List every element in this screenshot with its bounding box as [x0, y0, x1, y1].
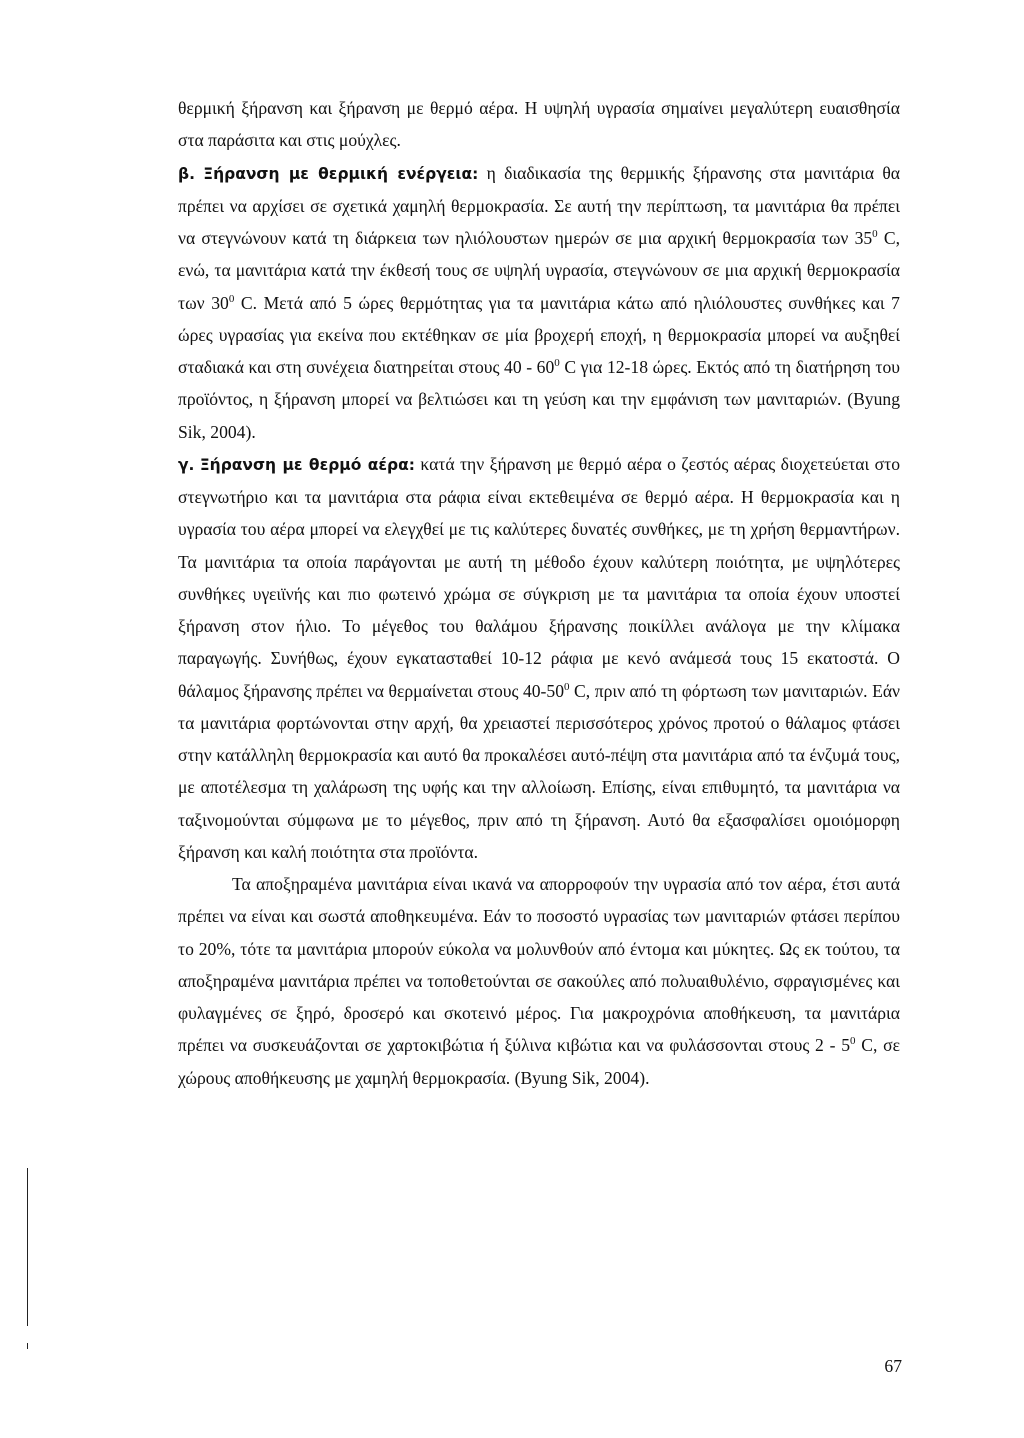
- degree-superscript: 0: [228, 292, 235, 305]
- paragraph-3: [178, 448, 900, 868]
- paragraph-2: [178, 157, 900, 448]
- section-b-text-1: η διαδικασία της θερμικής ξήρανσης στα μανιτάρια θα πρέπει να αρχίσει σε σχετικά χαμηλή θερμοκρασία. Σε αυτή την περίπτωση, τα μανιτάρια θα πρέπει να στεγνώνουν κατά τη διάρκεια των ηλιόλουστων ημερών σε μια αρχική θερμοκρασία των 35: [178, 162, 901, 248]
- paragraph-1-text: θερμική ξήρανση και ξήρανση με θερμό αέρα. Η υψηλή υγρασία σημαίνει μεγαλύτερη ευαισθησία στα παράσιτα και στις μούχλες.: [178, 98, 900, 151]
- section-b-text-3: C. Μετά από 5 ώρες θερμότητας για τα μανιτάρια κάτω από ηλιόλουστες συνθήκες και 7 ώρες υγρασίας για εκείνα που εκτέθηκαν σε μία βροχερή εποχή, η θερμοκρασία μπορεί να αυξηθεί σταδιακά και στη συνέχεια διατηρείται στους 40 - 60: [178, 292, 900, 377]
- section-c-text-1: κατά την ξήρανση με θερμό αέρα ο ζεστός αέρας διοχετεύεται στο στεγνωτήριο και τα μανιτάρια στα ράφια είναι εκτεθειμένα σε θερμό αέρα. Η θερμοκρασία και η υγρασία του αέρα μπορεί να ελεγχθεί με τις καλύτερες δυνατές συνθήκες, με τη χρήση θερμαντήρων. Τα μανιτάρια τα οποία παράγονται με αυτή τη μέθοδο έχουν καλύτερη ποιότητα, με υψηλότερες συνθήκες υγειϊνής και πιο φωτεινό χρώμα σε σύγκριση με τα μανιτάρια τα οποία έχουν υποστεί ξήρανση στον ήλιο. Το μέγεθος του θαλάμου ξήρανσης ποικίλλει ανάλογα με την κλίμακα παραγωγής. Συνήθως, έχουν εγκατασταθεί 10-12 ράφια με κενό ανάμεσά τους 15 εκατοστά. Ο θάλαμος ξήρανσης πρέπει να θερμαίνεται στους 40-50: [178, 453, 901, 701]
- section-c-marker: γ.: [178, 455, 195, 474]
- section-c-text-2: C, πριν από τη φόρτωση των μανιταριών. Εάν τα μανιτάρια φορτώνονται στην αρχή, θα χρειαστεί περισσότερος χρόνος προτού ο θάλαμος φτάσει στην κατάλληλη θερμοκρασία και αυτό θα προκαλέσει αυτό-πέψη στα μανιτάρια από τα ένζυμά τους, με αποτέλεσμα τη χαλάρωση της υφής και την αλλοίωση. Επίσης, είναι επιθυμητό, τα μανιτάρια να ταξινομούνται σύμφωνα με το μέγεθος, πριν από τη ξήρανση. Αυτό θα εξασφαλίσει ομοιόμορφη ξήρανση και καλή ποιότητα στα προϊόντα.: [178, 680, 900, 862]
- scan-margin-mark: [27, 1343, 28, 1349]
- degree-superscript: 0: [872, 228, 878, 241]
- degree-superscript: 0: [564, 680, 570, 693]
- document-body: [178, 92, 900, 1094]
- section-b-heading: Ξήρανση με θερμική ενέργεια:: [203, 164, 479, 183]
- paragraph-4: [178, 868, 900, 1094]
- degree-superscript: 0: [850, 1035, 856, 1048]
- section-b-text-4: C για 12-18 ώρες. Εκτός από τη διατήρηση του προϊόντος, η ξήρανση μπορεί να βελτιώσει και τη γεύση και την εμφάνιση των μανιταριών. (Byung Sik, 2004).: [178, 357, 901, 442]
- section-b-text-2: C, ενώ, τα μανιτάρια κατά την έκθεσή τους σε υψηλή υγρασία, στεγνώνουν σε μια αρχική θερμοκρασία των 30: [178, 228, 900, 313]
- section-c-heading: Ξήρανση με θερμό αέρα:: [199, 455, 415, 474]
- degree-superscript: 0: [554, 357, 560, 370]
- storage-text-2: C, σε χώρους αποθήκευσης με χαμηλή θερμοκρασία. (Byung Sik, 2004).: [178, 1035, 900, 1088]
- paragraph-1: [178, 92, 900, 157]
- section-b-marker: β.: [178, 164, 195, 183]
- storage-text-1: Τα αποξηραμένα μανιτάρια είναι ικανά να απορροφούν την υγρασία από τον αέρα, έτσι αυτά πρέπει να είναι και σωστά αποθηκευμένα. Εάν το ποσοστό υγρασίας των μανιταριών φτάσει περίπου το 20%, τότε τα μανιτάρια μπορούν εύκολα να μολυνθούν από έντομα και μύκητες. Ως εκ τούτου, τα αποξηραμένα μανιτάρια πρέπει να τοποθετούνται σε σακούλες από πολυαιθυλένιο, σφραγισμένες και φυλαγμένες σε ξηρό, δροσερό και σκοτεινό μέρος. Για μακροχρόνια αποθήκευση, τα μανιτάρια πρέπει να συσκευάζονται σε χαρτοκιβώτια ή ξύλινα κιβώτια και να φυλάσσονται στους 2 - 5: [178, 874, 900, 1056]
- scan-margin-line: [27, 1168, 28, 1326]
- page-number: 67: [884, 1356, 902, 1376]
